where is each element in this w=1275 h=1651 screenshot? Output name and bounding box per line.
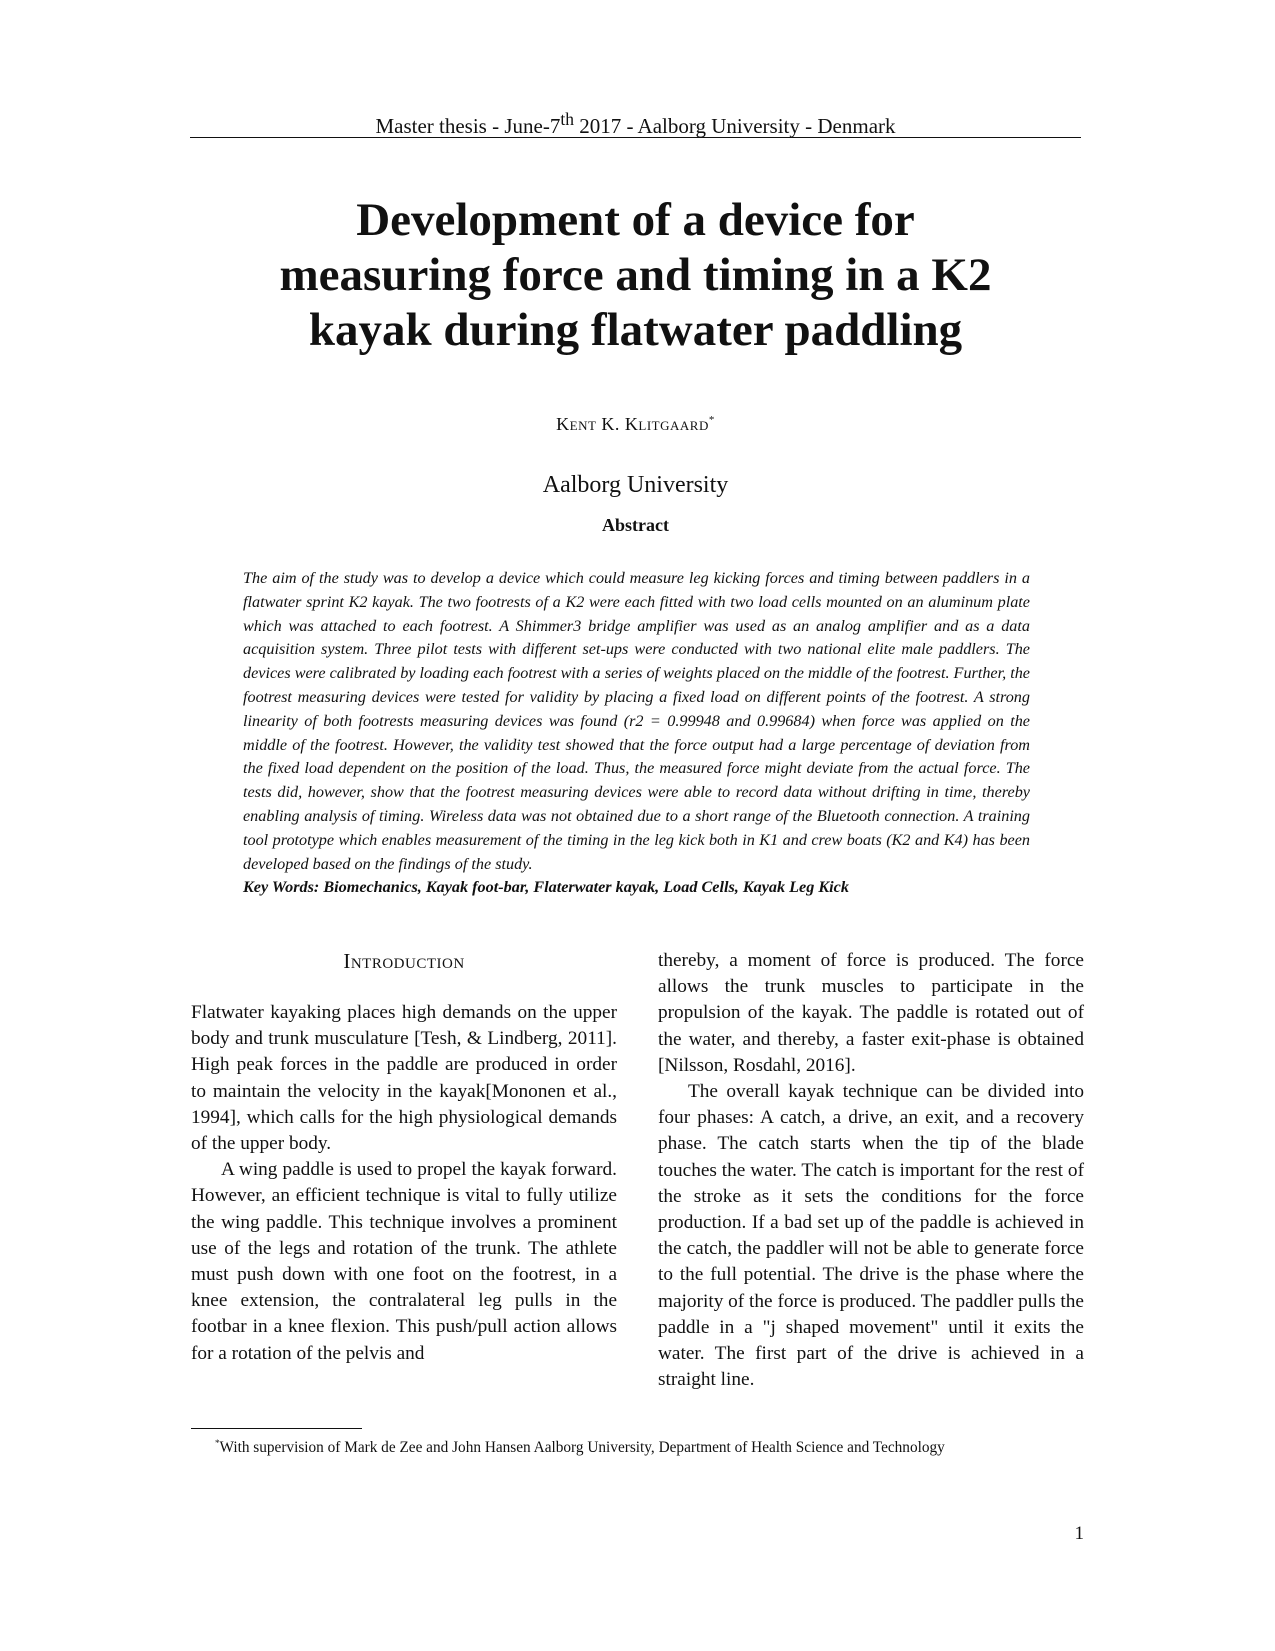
header-suffix: 2017 - Aalborg University - Denmark [573,114,896,138]
footnote-text: With supervision of Mark de Zee and John Hansen Aalborg University, Department of Health Science and Technology [219,1439,945,1457]
affiliation: Aalborg University [542,472,729,498]
footnote-mark: * [215,1438,220,1448]
paper-title [170,193,1101,358]
footnote-rule [191,1428,362,1429]
paragraph: A wing paddle is used to propel the kayak forward. However, an efficient technique is vital to fully utilize the wing paddle. This technique involves a prominent use of the legs and rotation of the trunk. The athlete must push down with one foot on the footrest, in a knee extension, the contralateral leg pulls in the footbar in a knee flexion. This push/pull action allows for a rotation of the pelvis and [191,1159,617,1364]
author-name: Kent K. Klitgaard [556,414,709,434]
running-header [190,106,1081,139]
left-column [191,948,617,1367]
title-line-1: Development of a device for [356,194,915,246]
author [190,409,1081,435]
page-number: 1 [1074,1523,1084,1544]
right-column [658,948,1084,1393]
title-line-2: measuring force and timing in a K2 [279,249,992,301]
keywords: Key Words: Biomechanics, Kayak foot-bar, Flaterwater kayak, Load Cells, Kayak Leg Kick [243,878,849,897]
paragraph: thereby, a moment of force is produced. The force allows the trunk muscles to participate in the propulsion of the kayak. The paddle is rotated out of the water, and thereby, a faster exit-phase is obtained [Nilsson, Rosdahl, 2016]. [658,950,1084,1076]
footnote [191,1433,1084,1458]
header-superscript: th [560,109,574,129]
author-footnote-mark: * [708,414,715,426]
abstract-text: The aim of the study was to develop a device which could measure leg kicking forces and timing between paddlers in a flatwater sprint K2 kayak. The two footrests of a K2 were each fitted with two load cells mounted on an aluminum plate which was attached to each footrest. A Shimmer3 bridge amplifier was used as an analog amplifier and as a data acquisition system. Three pilot tests with different set-ups were conducted with two national elite male paddlers. The devices were calibrated by loading each footrest with a series of weights placed on the middle of the footrest. Further, the footrest measuring devices were tested for validity by placing a fixed load on different points of the footrest. A strong linearity of both footrests measuring devices was found (r2 = 0.99948 and 0.99684) when force was applied on the middle of the footrest. However, the validity test showed that the force output had a large percentage of deviation from the fixed load dependent on the position of the load. Thus, the measured force might deviate from the actual force. The tests did, however, show that the footrest measuring devices were able to record data without drifting in time, thereby enabling analysis of timing. Wireless data was not obtained due to a short range of the Bluetooth connection. A training tool prototype which enables measurement of the timing in the leg kick both in K1 and crew boats (K2 and K4) has been developed based on the findings of the study. [243,569,1030,873]
header-rule [190,137,1081,138]
abstract-heading: Abstract [602,515,669,535]
abstract-body [243,567,1030,900]
paragraph: Flatwater kayaking places high demands on the upper body and trunk musculature [Tesh, & Lindberg, 2011]. High peak forces in the paddle are produced in order to maintain the velocity in the kayak[Mononen et al., 1994], which calls for the high physiological demands of the upper body. [191,1002,617,1155]
header-prefix: Master thesis - June-7 [375,114,561,138]
title-line-3: kayak during flatwater paddling [308,304,963,356]
section-heading-introduction: Introduction [343,949,465,973]
paragraph: The overall kayak technique can be divided into four phases: A catch, a drive, an exit, and a recovery phase. The catch starts when the tip of the blade touches the water. The catch is important for the rest of the stroke as it sets the conditions for the force production. If a bad set up of the paddle is achieved in the catch, the paddler will not be able to generate force to the full potential. The drive is the phase where the majority of the force is produced. The paddler pulls the paddle in a "j shaped movement" until it exits the water. The first part of the drive is achieved in a straight line. [658,1081,1084,1391]
